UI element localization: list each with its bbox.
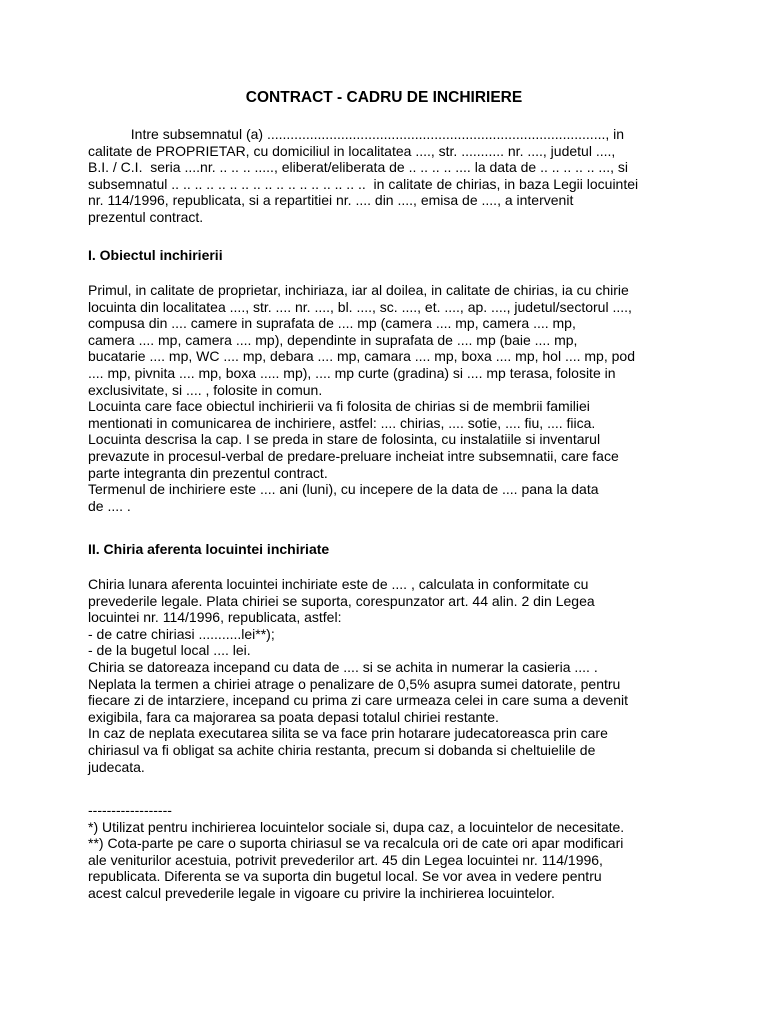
text-line: prevazute in procesul-verbal de predare-preluare incheiat intre subsemnatii, care face (88, 447, 619, 464)
text-line: prezentul contract. (88, 208, 204, 225)
text-line: exclusivitate, si .... , folosite in comun. (88, 381, 323, 398)
footnote-line: **) Cota-parte pe care o suporta chiriasul se va recalcula ori de cate ori apar modificari (88, 835, 624, 852)
text-line: Neplata la termen a chiriei atrage o penalizare de 0,5% asupra sumei datorate, pentru (88, 675, 621, 692)
text-line: Chiria se datoreaza incepand cu data de .... si se achita in numerar la casieria .... . (88, 658, 598, 675)
text-line: locuinta din localitatea ...., str. .... nr. ...., bl. ...., sc. ...., et. ...., ap. ...., judetul/sectorul ...., (88, 298, 632, 315)
text-line: B.I. / C.I. seria ....nr. .. .. .. ....., eliberat/eliberata de .. .. .. .. .... la data de .. .. .. .. .. ..., si (88, 159, 628, 176)
text-line: bucatarie .... mp, WC .... mp, debara .... mp, camara .... mp, boxa .... mp, hol .... mp, pod (88, 348, 635, 365)
text-line: - de la bugetul local .... lei. (88, 642, 251, 659)
text-line: locuintei nr. 114/1996, republicata, astfel: (88, 609, 342, 626)
footnotes (88, 802, 688, 902)
section-body-obiect (88, 282, 688, 514)
text-line: camera .... mp, camera .... mp), dependinte in suprafata de .... mp (baie .... mp, (88, 331, 578, 348)
text-line: Locuinta care face obiectul inchirierii va fi folosita de chirias si de membrii familiei (88, 398, 590, 415)
text-line: chiriasul va fi obligat sa achite chiria restanta, precum si dobanda si cheltuielile de (88, 741, 596, 758)
text-line: Locuinta descrisa la cap. I se preda in stare de folosinta, cu instalatiile si inventarul (88, 431, 601, 448)
text-line: .... mp, pivnita .... mp, boxa ..... mp), .... mp curte (gradina) si .... mp terasa, folosite in (88, 364, 616, 381)
footnote-line: republicata. Diferenta se va suporta din bugetul local. Se vor avea in vedere pentru (88, 868, 602, 885)
text-line: Intre subsemnatul (a) ......................................................................................., in (88, 126, 625, 142)
footnote-line: ale veniturilor acestuia, potrivit prevederilor art. 45 din Legea locuintei nr. 114/1996, (88, 851, 603, 868)
text-line: compusa din .... camere in suprafata de .... mp (camera .... mp, camera .... mp, (88, 315, 576, 332)
document-title: CONTRACT - CADRU DE INCHIRIERE (245, 89, 523, 106)
footnote-line: *) Utilizat pentru inchirierea locuintelor sociale si, dupa caz, a locuintelor de necesitate. (88, 818, 625, 835)
footnote-line: acest calcul prevederile legale in vigoare cu privire la inchirierea locuintelor. (88, 884, 555, 901)
text-line: exigibila, fara ca majorarea sa poata depasi totalul chiriei restante. (88, 708, 499, 725)
text-line: mentionati in comunicarea de inchiriere, astfel: .... chirias, .... sotie, .... fiu, .... fiica. (88, 414, 596, 431)
text-line: fiecare zi de intarziere, incepand cu prima zi care urmeaza celei in care suma a devenit (88, 692, 629, 709)
text-line: parte integranta din prezentul contract. (88, 464, 328, 481)
text-line: nr. 114/1996, republicata, si a repartitiei nr. .... din ...., emisa de ...., a intervenit (88, 192, 574, 209)
document-page (88, 0, 688, 1024)
intro-paragraph (88, 126, 688, 226)
text-line: Termenul de inchiriere este .... ani (luni), cu incepere de la data de .... pana la data (88, 481, 599, 498)
text-line: calitate de PROPRIETAR, cu domiciliul in localitatea ...., str. ........... nr. ...., judetul ...., (88, 142, 616, 159)
section-body-chiria (88, 576, 688, 775)
footnote-separator: ------------------ (88, 802, 172, 818)
text-line: Primul, in calitate de proprietar, inchiriaza, iar al doilea, in calitate de chirias, ia cu chirie (88, 282, 629, 298)
text-line: - de catre chiriasi ...........lei**); (88, 625, 275, 642)
text-line: de .... . (88, 497, 131, 514)
text-line: judecata. (88, 758, 145, 775)
text-line: subsemnatul .. .. .. .. .. .. .. .. .. .. .. .. .. .. .. .. .. in calitate de chirias, in baza Legii locuintei (88, 175, 639, 192)
section-heading-obiect: I. Obiectul inchirierii (88, 247, 223, 263)
text-line: In caz de neplata executarea silita se va face prin hotarare judecatoreasca prin care (88, 725, 608, 742)
section-heading-chiria: II. Chiria aferenta locuintei inchiriate (88, 541, 330, 557)
text-line: prevederile legale. Plata chiriei se suporta, corespunzator art. 44 alin. 2 din Legea (88, 592, 595, 609)
text-line: Chiria lunara aferenta locuintei inchiriate este de .... , calculata in conformitate cu (88, 576, 589, 592)
